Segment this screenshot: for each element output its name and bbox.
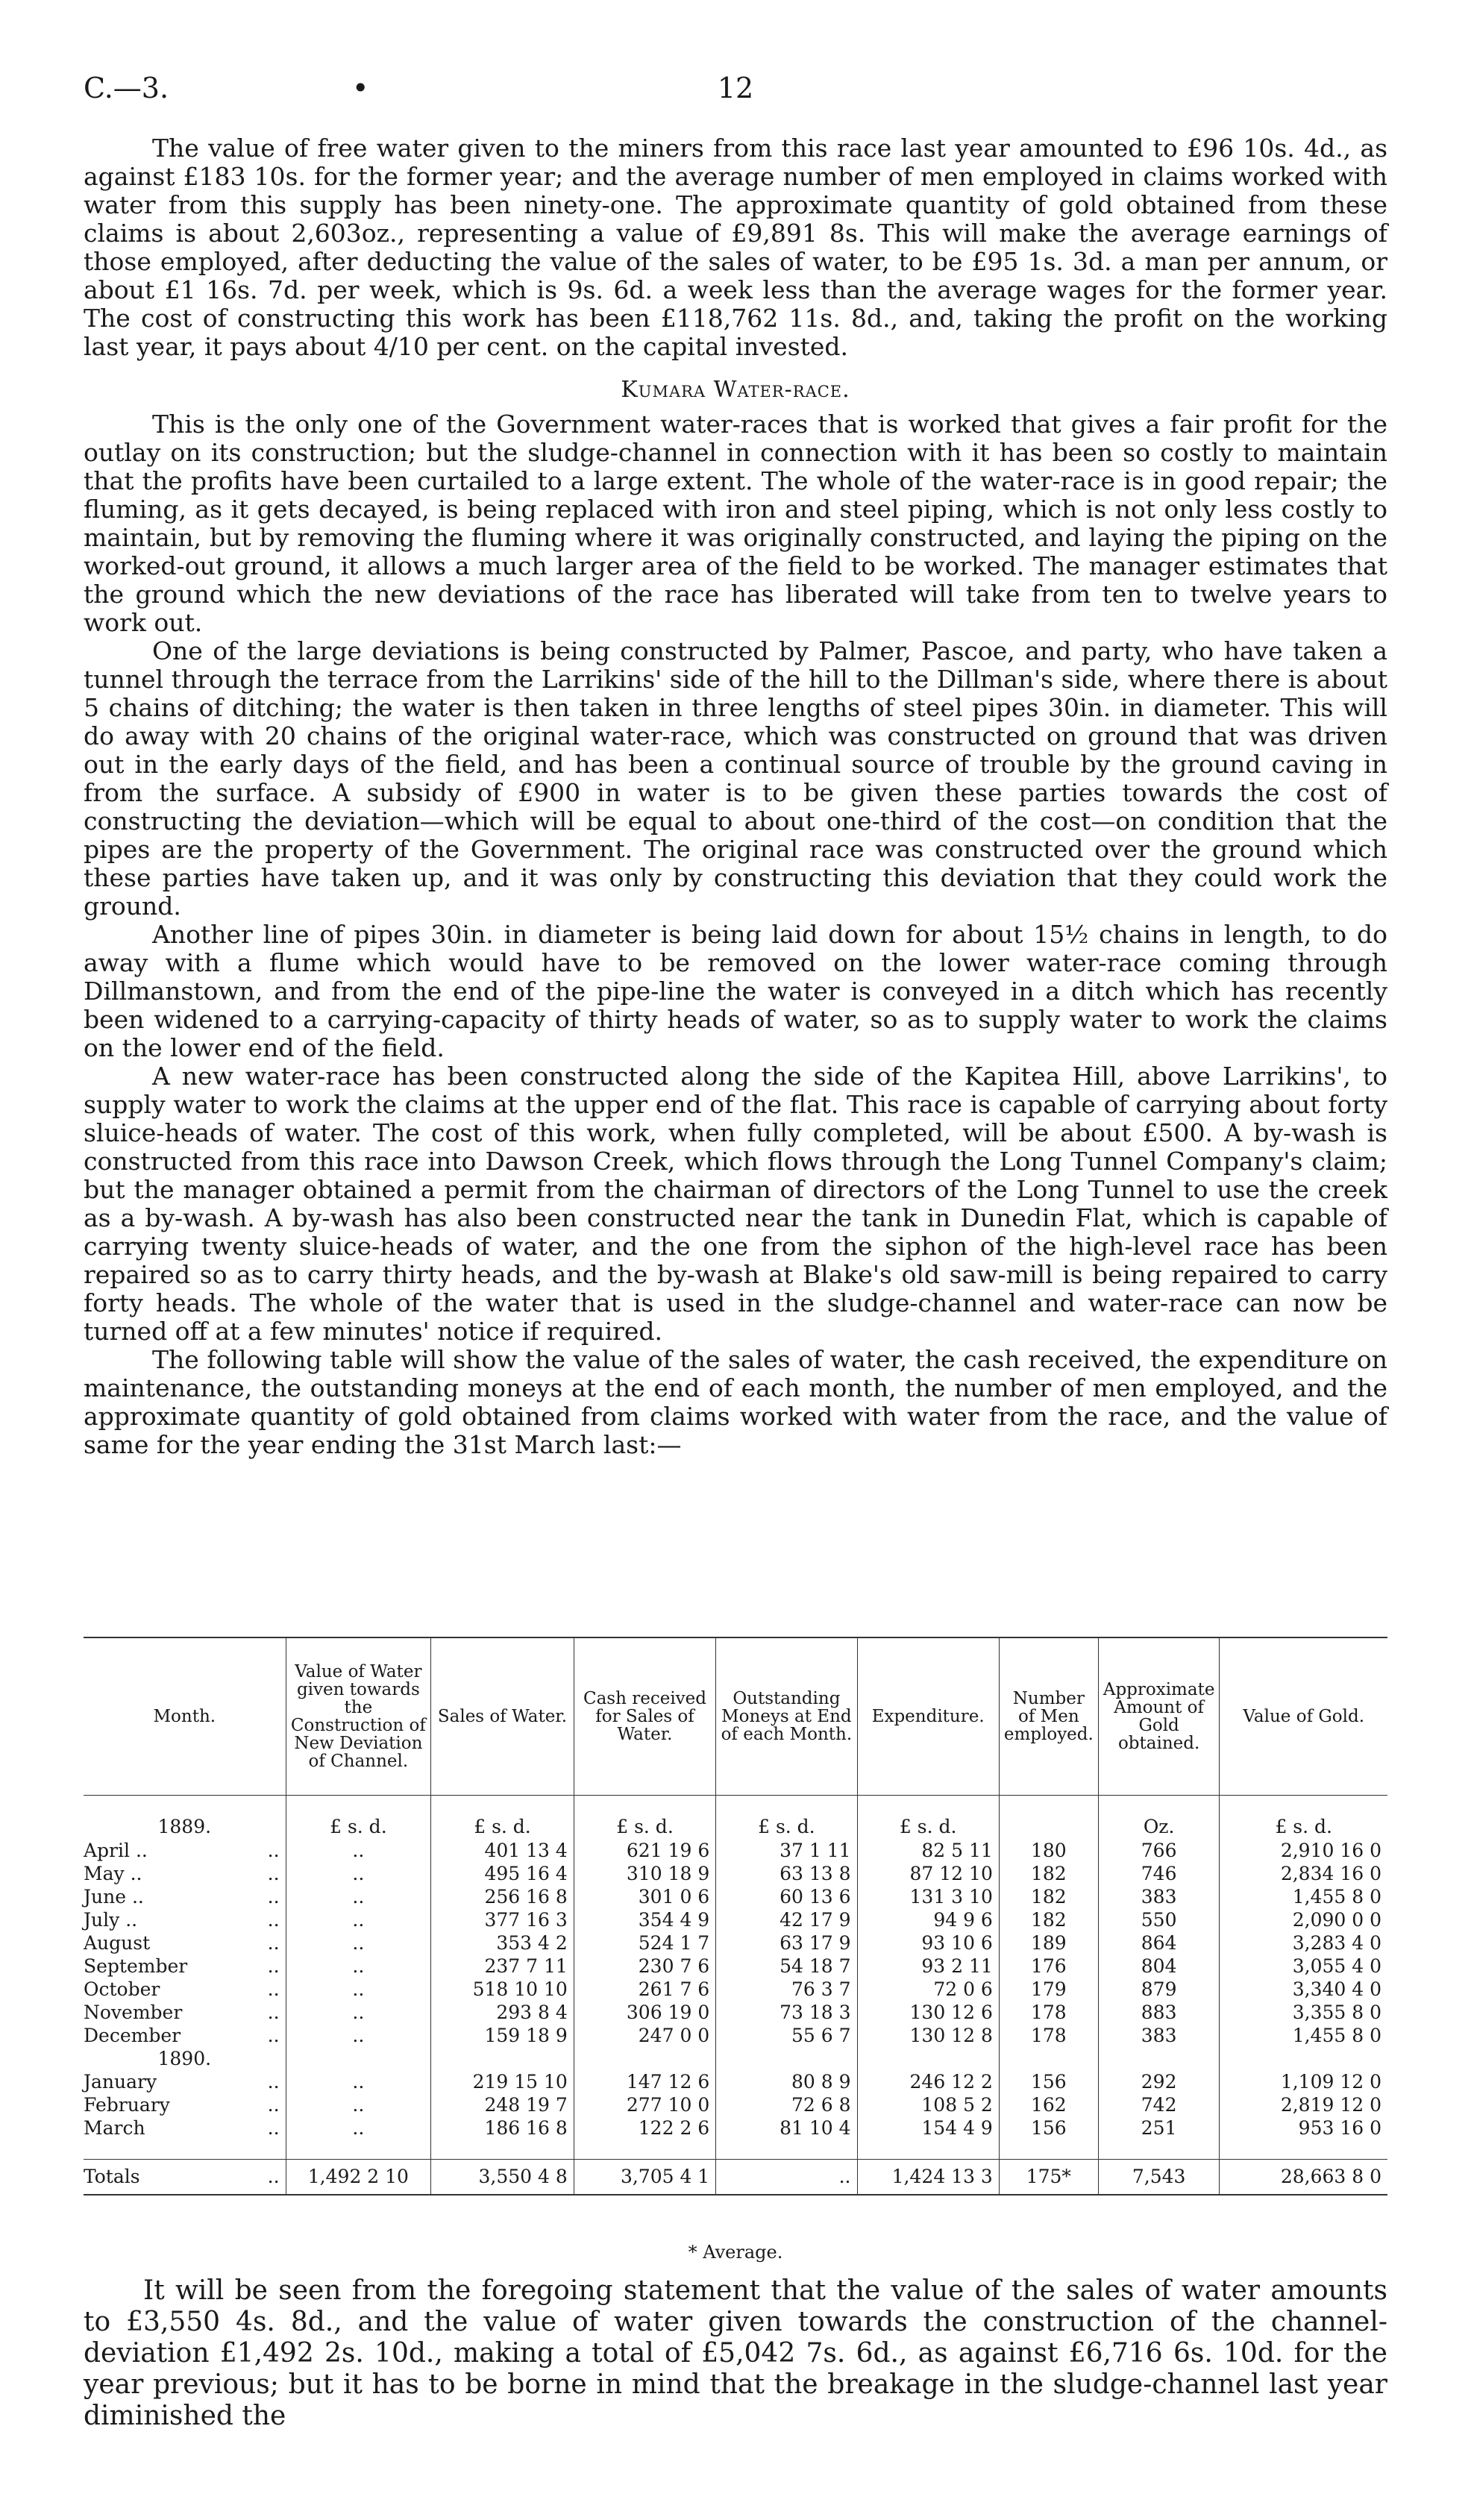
leader-dots: .. bbox=[267, 2001, 280, 2023]
sales-cell: 219 15 10 bbox=[431, 2070, 574, 2093]
table-row bbox=[84, 1955, 1387, 1978]
expenditure-cell: 130 12 6 bbox=[857, 2001, 999, 2024]
header-value-given: Value of Water given towards the Construction of New Deviation of Channel. bbox=[286, 1637, 431, 1796]
year-label: 1890. bbox=[157, 2047, 212, 2069]
men-cell: 182 bbox=[999, 1885, 1098, 1908]
men-cell: 156 bbox=[999, 2116, 1098, 2140]
unit-gold-amount: Oz. bbox=[1098, 1815, 1220, 1839]
month-cell: April .. bbox=[84, 1839, 148, 1861]
header-mark: • bbox=[352, 72, 369, 104]
gold-value-cell: 2,090 0 0 bbox=[1220, 1908, 1387, 1931]
men-cell: 182 bbox=[999, 1862, 1098, 1885]
table-row bbox=[84, 2024, 1387, 2047]
expenditure-cell: 93 10 6 bbox=[857, 1931, 999, 1955]
table-row bbox=[84, 1862, 1387, 1885]
men-cell: 162 bbox=[999, 2093, 1098, 2116]
table-row bbox=[84, 2001, 1387, 2024]
value-given-cell: .. bbox=[286, 2093, 431, 2116]
gold-value-cell: 3,283 4 0 bbox=[1220, 1931, 1387, 1955]
expenditure-cell: 154 4 9 bbox=[857, 2116, 999, 2140]
cash-cell: 524 1 7 bbox=[574, 1931, 715, 1955]
outstanding-cell: 60 13 6 bbox=[716, 1885, 857, 1908]
header-gold-value: Value of Gold. bbox=[1220, 1637, 1387, 1796]
totals-row bbox=[84, 2160, 1387, 2195]
unit-sales: £ s. d. bbox=[431, 1815, 574, 1839]
gold-amount-cell: 883 bbox=[1098, 2001, 1220, 2024]
leader-dots: .. bbox=[267, 1955, 280, 1977]
value-given-cell: .. bbox=[286, 2070, 431, 2093]
leader-dots: .. bbox=[267, 1839, 280, 1861]
year-label: 1889. bbox=[157, 1816, 212, 1837]
cash-cell: 621 19 6 bbox=[574, 1839, 715, 1862]
paragraph: A new water-race has been constructed along the side of the Kapitea Hill, above Larrikins', to supply water to work the claims at the upper end of the flat. This race is capable of carrying about forty sluice-heads of water. The cost of this work, when fully completed, will be about £500. A by-wash is constructed from this race into Dawson Creek, which flows through the Long Tunnel Company's claim; but the manager obtained a permit from the chairman of directors of the Long Tunnel to use the creek as a by-wash. A by-wash has also been constructed near the tank in Dunedin Flat, which is capable of carrying twenty sluice-heads of water, and the one from the siphon of the high-level race has been repaired so as to carry thirty heads, and the by-wash at Blake's old saw-mill is being repaired to carry forty heads. The whole of the water that is used in the sludge-channel and water-race can now be turned off at a few minutes' notice if required. bbox=[84, 1062, 1387, 1346]
value-given-cell: .. bbox=[286, 1955, 431, 1978]
value-given-cell: .. bbox=[286, 2116, 431, 2140]
value-given-cell: .. bbox=[286, 1839, 431, 1862]
value-given-cell: .. bbox=[286, 2001, 431, 2024]
men-cell: 182 bbox=[999, 1908, 1098, 1931]
men-cell: 178 bbox=[999, 2001, 1098, 2024]
gold-value-cell: 1,455 8 0 bbox=[1220, 1885, 1387, 1908]
page-header bbox=[84, 72, 1387, 116]
leader-dots: .. bbox=[267, 2093, 280, 2116]
expenditure-cell: 87 12 10 bbox=[857, 1862, 999, 1885]
cash-cell: 306 19 0 bbox=[574, 2001, 715, 2024]
header-month: Month. bbox=[153, 1707, 216, 1726]
document-reference: C.—3. bbox=[84, 72, 169, 104]
month-cell: May .. bbox=[84, 1862, 142, 1884]
sales-cell: 518 10 10 bbox=[431, 1978, 574, 2001]
table-row bbox=[84, 2116, 1387, 2140]
footnote: * Average. bbox=[688, 2242, 783, 2263]
sales-cell: 293 8 4 bbox=[431, 2001, 574, 2024]
sales-cell: 248 19 7 bbox=[431, 2093, 574, 2116]
gold-amount-cell: 864 bbox=[1098, 1931, 1220, 1955]
gold-amount-cell: 804 bbox=[1098, 1955, 1220, 1978]
outstanding-cell: 63 13 8 bbox=[716, 1862, 857, 1885]
leader-dots: .. bbox=[267, 1885, 280, 1908]
value-given-cell: .. bbox=[286, 1885, 431, 1908]
month-cell: June .. bbox=[84, 1885, 144, 1908]
cash-cell: 310 18 9 bbox=[574, 1862, 715, 1885]
expenditure-cell: 108 5 2 bbox=[857, 2093, 999, 2116]
leader-dots: .. bbox=[267, 2070, 280, 2093]
gold-value-cell: 2,910 16 0 bbox=[1220, 1839, 1387, 1862]
outstanding-cell: 63 17 9 bbox=[716, 1931, 857, 1955]
table-row bbox=[84, 2070, 1387, 2093]
table-row bbox=[84, 1908, 1387, 1931]
outstanding-cell: .. bbox=[716, 2160, 857, 2195]
gold-value-cell: 3,355 8 0 bbox=[1220, 2001, 1387, 2024]
expenditure-cell: 131 3 10 bbox=[857, 1885, 999, 1908]
sales-cell: 159 18 9 bbox=[431, 2024, 574, 2047]
table-header-row bbox=[84, 1637, 1387, 1796]
gold-value-cell: 1,109 12 0 bbox=[1220, 2070, 1387, 2093]
men-cell: 156 bbox=[999, 2070, 1098, 2093]
outstanding-cell: 76 3 7 bbox=[716, 1978, 857, 2001]
gold-amount-cell: 251 bbox=[1098, 2116, 1220, 2140]
leader-dots: .. bbox=[267, 1931, 280, 1954]
header-sales: Sales of Water. bbox=[431, 1637, 574, 1796]
sales-cell: 186 16 8 bbox=[431, 2116, 574, 2140]
gold-amount-cell: 383 bbox=[1098, 2024, 1220, 2047]
men-cell: 178 bbox=[999, 2024, 1098, 2047]
outstanding-cell: 81 10 4 bbox=[716, 2116, 857, 2140]
value-given-cell: .. bbox=[286, 1978, 431, 2001]
month-cell: August bbox=[84, 1931, 151, 1954]
gold-value-cell: 953 16 0 bbox=[1220, 2116, 1387, 2140]
month-cell: September bbox=[84, 1955, 188, 1977]
cash-cell: 247 0 0 bbox=[574, 2024, 715, 2047]
outstanding-cell: 80 8 9 bbox=[716, 2070, 857, 2093]
table-row bbox=[84, 1885, 1387, 1908]
sales-cell: 353 4 2 bbox=[431, 1931, 574, 1955]
paragraph: One of the large deviations is being constructed by Palmer, Pascoe, and party, who have taken a tunnel through the terrace from the Larrikins' side of the hill to the Dillman's side, where there is about 5 chains of ditching; the water is then taken in three lengths of steel pipes 30in. in diameter. This will do away with 20 chains of the original water-race, which was constructed on ground that was driven out in the early days of the field, and has been a continual source of trouble by the ground caving in from the surface. A subsidy of £900 in water is to be given these parties towards the cost of constructing the deviation—which will be equal to about one-third of the cost—on condition that the pipes are the property of the Government. The original race was constructed over the ground which these parties have taken up, and it was only by constructing this deviation that they could work the ground. bbox=[84, 636, 1387, 921]
gold-value-cell: 2,834 16 0 bbox=[1220, 1862, 1387, 1885]
gold-amount-cell: 766 bbox=[1098, 1839, 1220, 1862]
unit-outstanding: £ s. d. bbox=[716, 1815, 857, 1839]
table-row bbox=[84, 2093, 1387, 2116]
table-row bbox=[84, 1931, 1387, 1955]
outstanding-cell: 37 1 11 bbox=[716, 1839, 857, 1862]
page-number: 12 bbox=[717, 72, 754, 104]
month-cell: March bbox=[84, 2116, 145, 2139]
paragraph: Another line of pipes 30in. in diameter is being laid down for about 15½ chains in length, to do away with a flume which would have to be removed on the lower water-race coming through Dillmanstown, and from the end of the pipe-line the water is conveyed in a ditch which has recently been widened to a carrying-capacity of thirty heads of water, so as to supply water to work the claims on the lower end of the field. bbox=[84, 920, 1387, 1062]
cash-cell: 261 7 6 bbox=[574, 1978, 715, 2001]
leader-dots: .. bbox=[267, 2116, 280, 2139]
leader-dots: .. bbox=[267, 1978, 280, 2000]
outstanding-cell: 54 18 7 bbox=[716, 1955, 857, 1978]
main-text bbox=[84, 134, 1387, 1459]
intro-paragraph: The value of free water given to the miners from this race last year amounted to £96 10s. 4d., as against £183 10s. for the former year; and the average number of men employed in claims worked with water from this supply has been ninety-one. The approximate quantity of gold obtained from these claims is about 2,603oz., representing a value of £9,891 8s. This will make the average earnings of those employed, after deducting the value of the sales of water, to be £95 1s. 3d. a man per annum, or about £1 16s. 7d. per week, which is 9s. 6d. a week less than the average wages for the former year. The cost of constructing this work has been £118,762 11s. 8d., and, taking the profit on the working last year, it pays about 4/10 per cent. on the capital invested. bbox=[84, 134, 1387, 361]
value-given-cell: .. bbox=[286, 1862, 431, 1885]
gold-amount-cell: 550 bbox=[1098, 1908, 1220, 1931]
header-cash: Cash received for Sales of Water. bbox=[574, 1637, 715, 1796]
section-title: Kumara Water-race. bbox=[621, 377, 850, 403]
value-given-cell: .. bbox=[286, 2024, 431, 2047]
unit-cash: £ s. d. bbox=[574, 1815, 715, 1839]
outstanding-cell: 42 17 9 bbox=[716, 1908, 857, 1931]
month-cell: February bbox=[84, 2093, 170, 2116]
gold-amount-cell: 292 bbox=[1098, 2070, 1220, 2093]
sales-cell: 401 13 4 bbox=[431, 1839, 574, 1862]
month-cell: November bbox=[84, 2001, 183, 2023]
gold-value-cell: 3,340 4 0 bbox=[1220, 1978, 1387, 2001]
men-cell: 175* bbox=[999, 2160, 1098, 2195]
unit-gold-value: £ s. d. bbox=[1220, 1815, 1387, 1839]
header-expenditure: Expenditure. bbox=[857, 1637, 999, 1796]
cash-cell: 301 0 6 bbox=[574, 1885, 715, 1908]
cash-cell: 277 10 0 bbox=[574, 2093, 715, 2116]
outstanding-cell: 73 18 3 bbox=[716, 2001, 857, 2024]
unit-row bbox=[84, 1815, 1387, 1839]
gold-value-cell: 3,055 4 0 bbox=[1220, 1955, 1387, 1978]
month-cell: July .. bbox=[84, 1908, 138, 1931]
month-cell: December bbox=[84, 2024, 181, 2046]
men-cell: 176 bbox=[999, 1955, 1098, 1978]
cash-cell: 230 7 6 bbox=[574, 1955, 715, 1978]
expenditure-cell: 130 12 8 bbox=[857, 2024, 999, 2047]
gold-amount-cell: 879 bbox=[1098, 1978, 1220, 2001]
unit-value-given: £ s. d. bbox=[286, 1815, 431, 1839]
table-row bbox=[84, 1978, 1387, 2001]
expenditure-cell: 1,424 13 3 bbox=[857, 2160, 999, 2195]
cash-cell: 3,705 4 1 bbox=[574, 2160, 715, 2195]
sales-cell: 377 16 3 bbox=[431, 1908, 574, 1931]
gold-value-cell: 28,663 8 0 bbox=[1220, 2160, 1387, 2195]
value-given-cell: 1,492 2 10 bbox=[286, 2160, 431, 2195]
leader-dots: .. bbox=[267, 1862, 280, 1884]
gold-value-cell: 2,819 12 0 bbox=[1220, 2093, 1387, 2116]
expenditure-cell: 94 9 6 bbox=[857, 1908, 999, 1931]
gold-value-cell: 1,455 8 0 bbox=[1220, 2024, 1387, 2047]
table-row bbox=[84, 1839, 1387, 1862]
unit-expenditure: £ s. d. bbox=[857, 1815, 999, 1839]
value-given-cell: .. bbox=[286, 1908, 431, 1931]
header-gold-amount: Approximate Amount of Gold obtained. bbox=[1098, 1637, 1220, 1796]
month-cell: January bbox=[84, 2070, 157, 2093]
men-cell: 180 bbox=[999, 1839, 1098, 1862]
gold-amount-cell: 742 bbox=[1098, 2093, 1220, 2116]
header-outstanding: Outstanding Moneys at End of each Month. bbox=[716, 1637, 857, 1796]
header-men: Number of Men employed. bbox=[999, 1637, 1098, 1796]
cash-cell: 122 2 6 bbox=[574, 2116, 715, 2140]
sales-cell: 495 16 4 bbox=[431, 1862, 574, 1885]
month-cell: Totals bbox=[84, 2160, 193, 2195]
sales-cell: 237 7 11 bbox=[431, 1955, 574, 1978]
closing-text bbox=[84, 2275, 1387, 2432]
expenditure-cell: 82 5 11 bbox=[857, 1839, 999, 1862]
expenditure-cell: 93 2 11 bbox=[857, 1955, 999, 1978]
men-cell: 189 bbox=[999, 1931, 1098, 1955]
leader-dots: .. bbox=[193, 2160, 286, 2195]
gold-amount-cell: 746 bbox=[1098, 1862, 1220, 1885]
value-given-cell: .. bbox=[286, 1931, 431, 1955]
cash-cell: 147 12 6 bbox=[574, 2070, 715, 2093]
water-sales-table bbox=[84, 1637, 1387, 2195]
closing-paragraph: It will be seen from the foregoing statement that the value of the sales of water amounts to £3,550 4s. 8d., and the value of water given towards the construction of the channel-deviation £1,492 2s. 10d., making a total of £5,042 7s. 6d., as against £6,716 6s. 10d. for the year previous; but it has to be borne in mind that the breakage in the sludge-channel last year diminished the bbox=[84, 2275, 1387, 2431]
expenditure-cell: 246 12 2 bbox=[857, 2070, 999, 2093]
paragraph: This is the only one of the Government water-races that is worked that gives a fair profit for the outlay on its construction; but the sludge-channel in connection with it has been so costly to maintain that the profits have been curtailed to a large extent. The whole of the water-race is in good repair; the fluming, as it gets decayed, is being replaced with iron and steel piping, which is not only less costly to maintain, but by removing the fluming where it was originally constructed, and laying the piping on the worked-out ground, it allows a much larger area of the field to be worked. The manager estimates that the ground which the new deviations of the race has liberated will take from ten to twelve years to work out. bbox=[84, 410, 1387, 637]
leader-dots: .. bbox=[267, 1908, 280, 1931]
sales-cell: 256 16 8 bbox=[431, 1885, 574, 1908]
gold-amount-cell: 7,543 bbox=[1098, 2160, 1220, 2195]
month-cell: October bbox=[84, 1978, 160, 2000]
sales-cell: 3,550 4 8 bbox=[431, 2160, 574, 2195]
paragraph: The following table will show the value of the sales of water, the cash received, the expenditure on maintenance, the outstanding moneys at the end of each month, the number of men employed, and the approximate quantity of gold obtained from claims worked with water from the race, and the value of same for the year ending the 31st March last:— bbox=[84, 1345, 1387, 1459]
outstanding-cell: 72 6 8 bbox=[716, 2093, 857, 2116]
cash-cell: 354 4 9 bbox=[574, 1908, 715, 1931]
men-cell: 179 bbox=[999, 1978, 1098, 2001]
year-row bbox=[84, 2047, 1387, 2070]
outstanding-cell: 55 6 7 bbox=[716, 2024, 857, 2047]
leader-dots: .. bbox=[267, 2024, 280, 2046]
gold-amount-cell: 383 bbox=[1098, 1885, 1220, 1908]
expenditure-cell: 72 0 6 bbox=[857, 1978, 999, 2001]
